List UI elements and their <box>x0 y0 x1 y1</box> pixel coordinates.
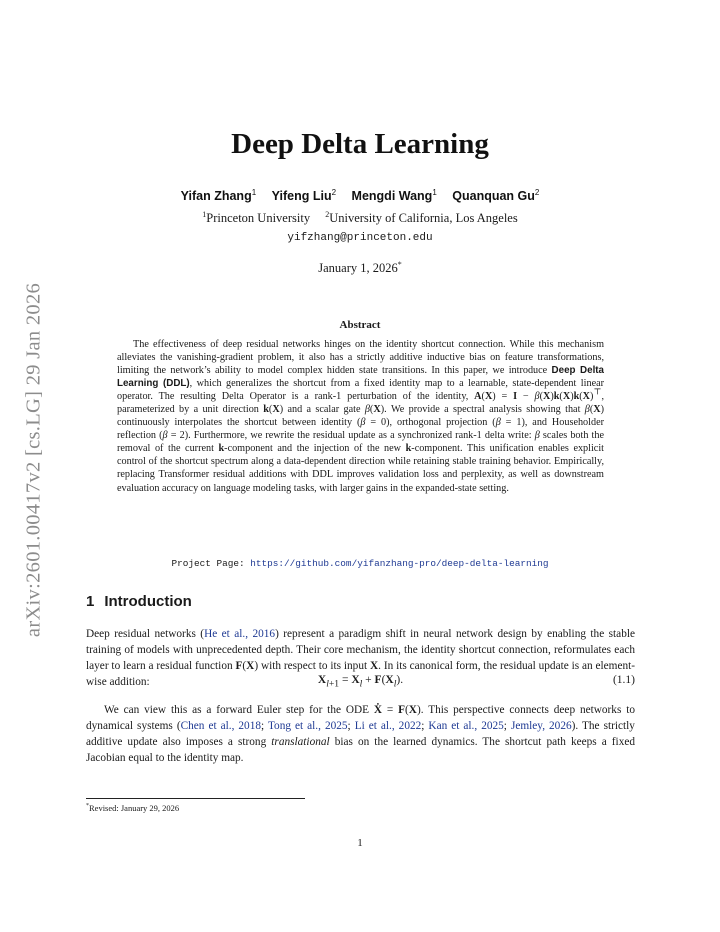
math-beta-x: β(X) <box>584 404 605 416</box>
math-kx: k(X) <box>263 404 284 416</box>
math-fx: F(X) <box>235 660 259 672</box>
math-beta-2: β = 2 <box>162 430 185 442</box>
author-list <box>0 189 720 203</box>
author: Quanquan Gu$^2$ <box>452 187 540 203</box>
intro-paragraph: Deep residual networks (He et al., 2016) represent a paradigm shift in neural network design by enabling the stable training of models with unprecedented depth. Their core mechanism, the identity shortcut connection, reformulates each layer to learn a residual function F(X) with respect to its input X. In its canonical form, the residual update is an element-wise addition: <box>86 628 636 688</box>
project-page-link[interactable]: https://github.com/yifanzhang-pro/deep-delta-learning <box>250 558 549 569</box>
citation-link[interactable]: Jemley, 2026 <box>510 720 572 732</box>
math-x: X <box>369 660 379 672</box>
equation-body: $X_{l+1} = X_l + F(X_l)$. <box>317 674 404 690</box>
affiliation: $^1$Princeton University <box>202 209 311 225</box>
contact-email[interactable]: yifzhang@princeton.edu <box>287 232 433 244</box>
citation-link[interactable]: Chen et al., 2018 <box>180 720 261 732</box>
abstract-body: The effectiveness of deep residual networks hinges on the identity shortcut connection. While this mechanism alleviates the vanishing-gradient problem, it also has a strictly additive inductive bias on feature transformations, limiting the network’s ability to model complex hidden state transitions. In this paper, we introduce Deep Delta Learning (DDL), which generalizes the shortcut from a fixed identity map to a learnable, state-dependent linear operator. The resulting Delta Operator is a rank-1 perturbation of the identity, A(X) = I − β(X)k(X)k(X)⊤, parameterized by a unit direction k(X) and a scalar gate β(X). We provide a spectral analysis showing that β(X) continuously interpolates the shortcut between identity (β = 0), orthogonal projection (β = 1), and Householder reflection (β = 2). Furthermore, we rewrite the residual update as a synchronized rank-1 delta write: β scales both the removal of the current k-component and the injection of the new k-component. This unification enables explicit control of the shortcut spectrum along a data-dependent direction while retaining stable training behavior. Empirically, replacing Transformer residual additions with DDL improves validation loss and perplexity, as well as downstream evaluation accuracy on language modeling tasks, with larger gains in the expanded-state setting. <box>117 339 605 494</box>
math-k: k <box>218 443 225 455</box>
equation-1-1 <box>86 674 635 692</box>
math-beta-x: β(X) <box>364 404 385 416</box>
project-page-line: Project Page: https://github.com/yifanzhang-pro/deep-delta-learning <box>171 558 549 569</box>
page-number: 1 <box>357 837 363 849</box>
math-beta-0: β = 0 <box>360 417 387 429</box>
section-heading: 1 Introduction <box>86 593 192 610</box>
emphasis-text: translational <box>271 736 330 748</box>
math-k: k <box>405 443 412 455</box>
publication-date: January 1, 2026* <box>318 259 402 275</box>
math-delta-operator: A(X) = I − β(X)k(X)k(X)⊤ <box>474 386 602 403</box>
footnote: *Revised: January 29, 2026 <box>86 803 180 813</box>
affiliations <box>0 211 720 226</box>
citation-link[interactable]: He et al., 2016 <box>204 628 276 640</box>
citation-link[interactable]: Kan et al., 2025 <box>428 720 504 732</box>
author: Mengdi Wang$^1$ <box>351 187 437 203</box>
paper-title: Deep Delta Learning <box>231 128 489 160</box>
citation-link[interactable]: Li et al., 2022 <box>354 720 422 732</box>
author: Yifan Zhang$^1$ <box>180 187 257 203</box>
affiliation: $^2$University of California, Los Angeles <box>325 209 518 225</box>
citation-link[interactable]: Tong et al., 2025 <box>267 720 348 732</box>
math-beta: β <box>534 430 540 442</box>
ddl-term: Deep Delta Learning (DDL) <box>117 365 604 390</box>
abstract-heading: Abstract <box>339 319 381 331</box>
math-ode: Ẋ = F(X) <box>373 704 421 716</box>
equation-number: (1.1) <box>612 674 635 686</box>
intro-paragraph: We can view this as a forward Euler step for the ODE Ẋ = F(X). This perspective connects deep networks to dynamical systems (Chen et al., 2018; Tong et al., 2025; Li et al., 2022; Kan et al., 2025; Jemley, 2026). The strictly additive update also imposes a strong translational bias on the learned dynamics. The shortcut path keeps a fixed Jacobian equal to the identity map. <box>86 704 636 764</box>
author: Yifeng Liu$^2$ <box>271 187 337 203</box>
footnote-divider <box>86 798 305 799</box>
arxiv-id-text: arXiv:2601.00417v2 [cs.LG] 29 Jan 2026 <box>22 282 45 638</box>
math-beta-1: β = 1 <box>495 417 522 429</box>
